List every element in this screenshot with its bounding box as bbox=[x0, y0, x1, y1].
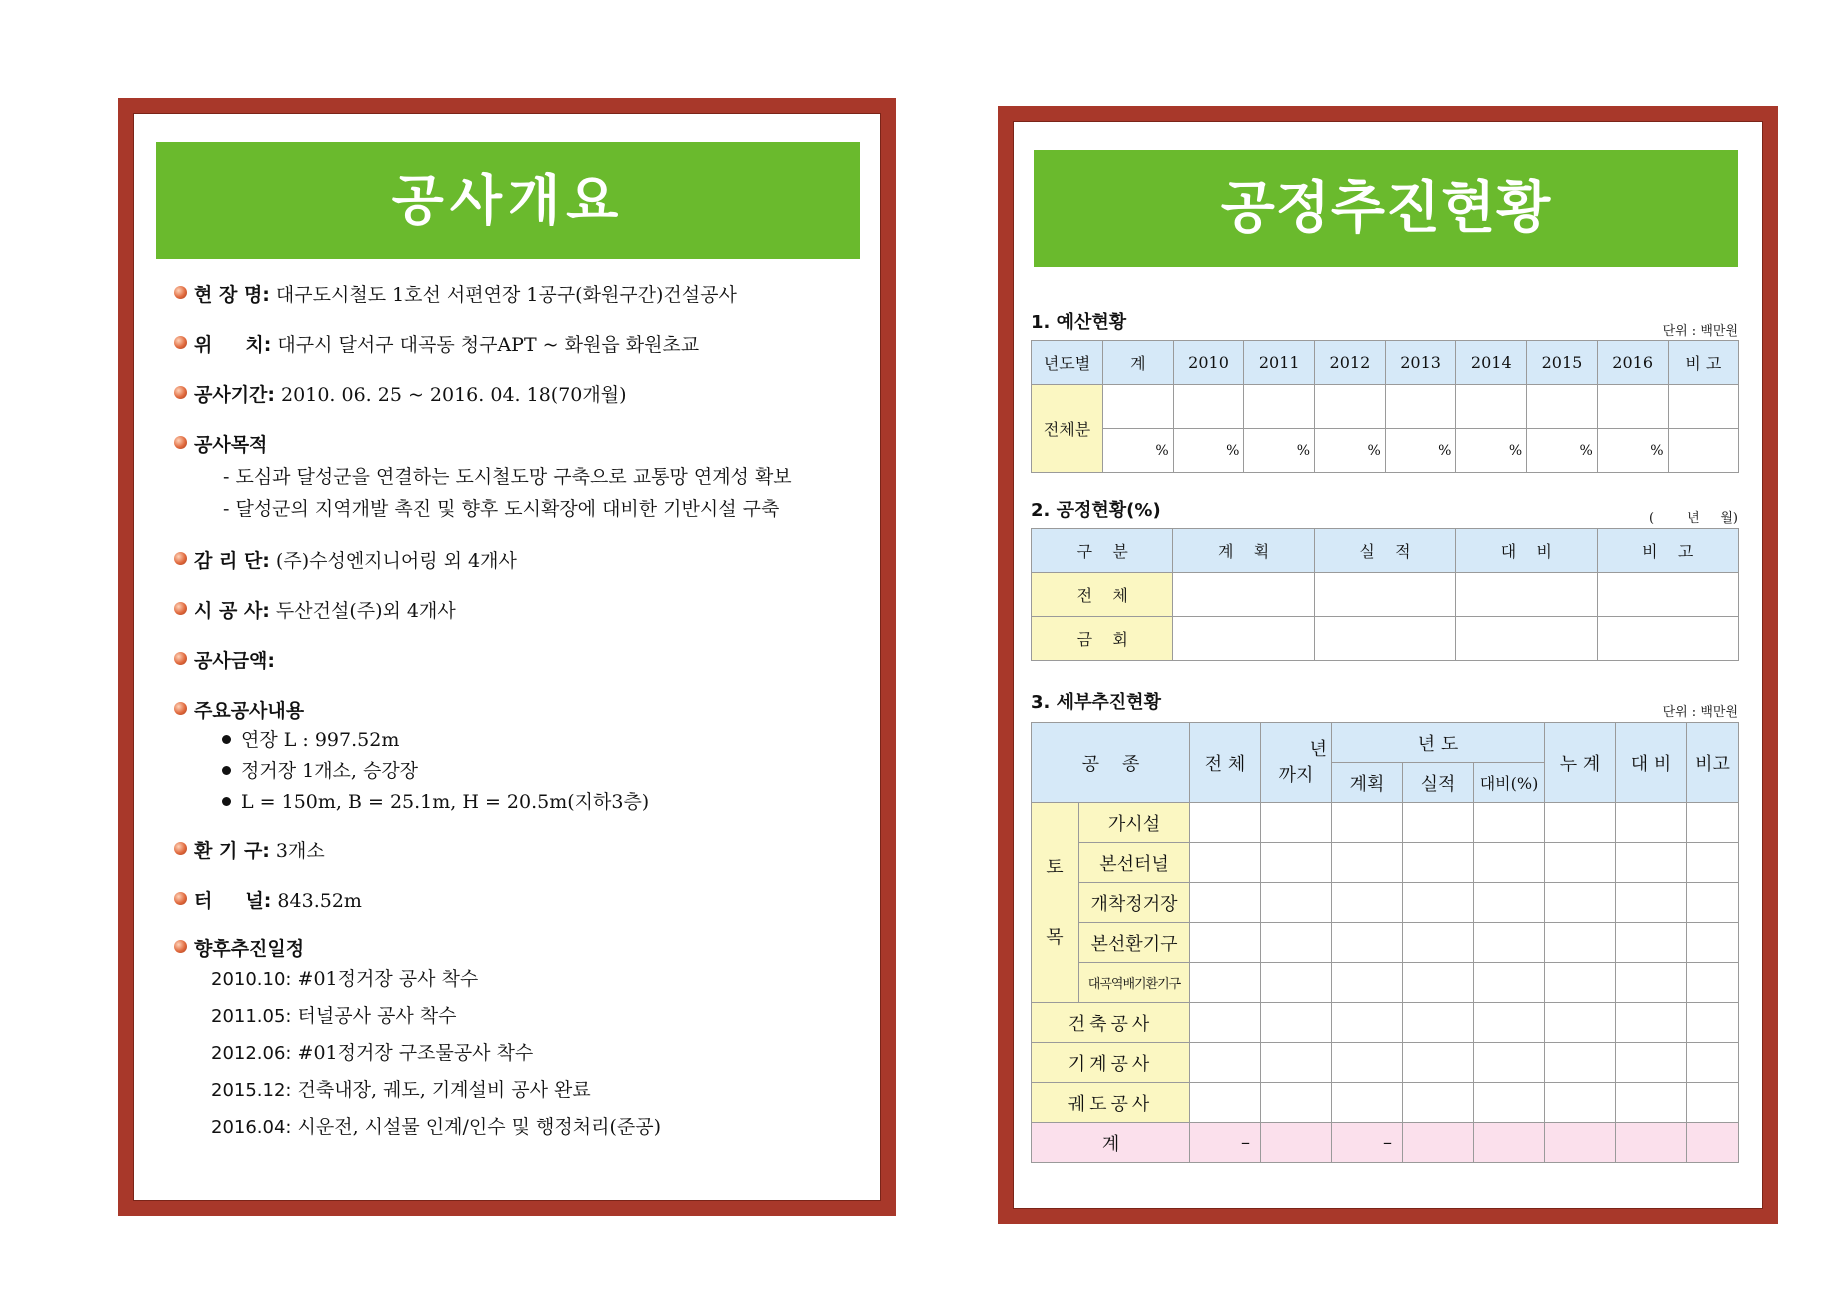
detail-sum-cell: – bbox=[1190, 1123, 1261, 1163]
purpose-line: - 도심과 달성군을 연결하는 도시철도망 구축으로 교통망 연계성 확보 bbox=[223, 466, 792, 488]
budget-pct-cell: % bbox=[1456, 429, 1527, 473]
detail-row bbox=[1032, 923, 1739, 963]
detail-sum-cell: – bbox=[1332, 1123, 1403, 1163]
budget-cell bbox=[1385, 385, 1456, 429]
budget-header-cell: 2014 bbox=[1456, 341, 1527, 385]
progress-header-cell: 대 비 bbox=[1456, 529, 1597, 573]
budget-header-cell: 2016 bbox=[1597, 341, 1668, 385]
detail-sum-cell bbox=[1687, 1123, 1739, 1163]
schedule-row: 2012.06: #01정거장 구조물공사 착수 bbox=[211, 1042, 534, 1064]
budget-unit: 단위 : 백만원 bbox=[1662, 324, 1738, 339]
bullet-icon bbox=[174, 892, 187, 905]
info-location: 위 치: 대구시 달서구 대곡동 청구APT ~ 화원읍 화원초교 bbox=[174, 330, 854, 357]
budget-cell bbox=[1103, 385, 1174, 429]
schedule-row: 2016.04: 시운전, 시설물 인계/인수 및 행정처리(준공) bbox=[211, 1116, 661, 1138]
info-vent: 환 기 구: 3개소 bbox=[174, 836, 854, 863]
detail-row bbox=[1032, 803, 1739, 843]
budget-cell bbox=[1668, 385, 1739, 429]
bullet-icon bbox=[174, 602, 187, 615]
budget-header-cell: 비 고 bbox=[1668, 341, 1739, 385]
bullet-icon bbox=[174, 702, 187, 715]
budget-header-cell: 년도별 bbox=[1032, 341, 1103, 385]
detail-row-label: 대곡역배기환기구 bbox=[1079, 963, 1190, 1003]
progress-row-label: 전 체 bbox=[1032, 573, 1173, 617]
bullet-icon bbox=[174, 940, 187, 953]
progress-header-cell: 실 적 bbox=[1314, 529, 1455, 573]
progress-header-cell: 구 분 bbox=[1032, 529, 1173, 573]
info-main-works: 주요공사내용 연장 L : 997.52m 정거장 1개소, 승강장 L = 150m, B = 25.1m, H = 20.5m(지하3층) bbox=[174, 696, 854, 818]
budget-row-label: 전체분 bbox=[1032, 385, 1103, 473]
info-period: 공사기간: 2010. 06. 25 ~ 2016. 04. 18(70개월) bbox=[174, 380, 854, 407]
budget-cell bbox=[1527, 385, 1598, 429]
detail-sum-row bbox=[1032, 1123, 1739, 1163]
progress-row bbox=[1032, 573, 1739, 617]
detail-sum-label: 계 bbox=[1032, 1123, 1190, 1163]
bullet-icon bbox=[174, 652, 187, 665]
detail-header-until: 년 까지 bbox=[1261, 723, 1332, 803]
detail-row-label: 본선터널 bbox=[1079, 843, 1190, 883]
detail-header-vs: 대 비 bbox=[1616, 723, 1687, 803]
info-amount: 공사금액: bbox=[174, 646, 854, 673]
info-tunnel: 터 널: 843.52m bbox=[174, 886, 854, 913]
budget-pct-cell: % bbox=[1244, 429, 1315, 473]
overview-panel bbox=[118, 98, 896, 1216]
bullet-icon bbox=[174, 286, 187, 299]
detail-header-row bbox=[1032, 723, 1739, 763]
detail-row-label: 궤도공사 bbox=[1032, 1083, 1190, 1123]
schedule-row: 2015.12: 건축내장, 궤도, 기계설비 공사 완료 bbox=[211, 1079, 591, 1101]
info-schedule: 향후추진일정 2010.10: #01정거장 공사 착수 2011.05: 터널공사 공사 착수 2012.06: #01정거장 구조물공사 착수 2015.12: 건축내장, 궤도, 기계설비 공사 완료 2016.04: 시운전, 시설물 인계/인수 및 행정처리(준공) bbox=[174, 934, 854, 1146]
progress-table bbox=[1031, 528, 1739, 661]
budget-cell bbox=[1668, 429, 1739, 473]
budget-pct-cell: % bbox=[1103, 429, 1174, 473]
progress-cell bbox=[1314, 617, 1455, 661]
detail-row-label: 기계공사 bbox=[1032, 1043, 1190, 1083]
progress-cell bbox=[1456, 573, 1597, 617]
budget-pct-cell: % bbox=[1527, 429, 1598, 473]
budget-header-row bbox=[1032, 341, 1739, 385]
progress-header-cell: 계 획 bbox=[1173, 529, 1314, 573]
detail-header-actual: 실적 bbox=[1403, 763, 1474, 803]
detail-header-plan: 계획 bbox=[1332, 763, 1403, 803]
purpose-line: - 달성군의 지역개발 촉진 및 향후 도시확장에 대비한 기반시설 구축 bbox=[223, 498, 780, 520]
detail-sum-cell bbox=[1616, 1123, 1687, 1163]
budget-amount-row bbox=[1032, 385, 1739, 429]
bullet-icon bbox=[174, 436, 187, 449]
budget-pct-cell: % bbox=[1315, 429, 1386, 473]
progress-panel bbox=[998, 106, 1778, 1224]
main-work-item: L = 150m, B = 25.1m, H = 20.5m(지하3층) bbox=[222, 787, 854, 818]
progress-cell bbox=[1314, 573, 1455, 617]
budget-header-cell: 2011 bbox=[1244, 341, 1315, 385]
detail-header-ratio: 대비(%) bbox=[1474, 763, 1545, 803]
budget-pct-row bbox=[1032, 429, 1739, 473]
progress-row bbox=[1032, 617, 1739, 661]
budget-cell bbox=[1173, 385, 1244, 429]
budget-title: 1. 예산현황 bbox=[1031, 312, 1127, 333]
detail-title: 3. 세부추진현황 bbox=[1031, 692, 1161, 713]
budget-pct-cell: % bbox=[1597, 429, 1668, 473]
detail-row-label: 본선환기구 bbox=[1079, 923, 1190, 963]
detail-group-civil: 토 목 bbox=[1032, 803, 1079, 1003]
bullet-icon bbox=[174, 336, 187, 349]
progress-row-label: 금 회 bbox=[1032, 617, 1173, 661]
detail-sum-cell bbox=[1545, 1123, 1616, 1163]
budget-cell bbox=[1315, 385, 1386, 429]
detail-row bbox=[1032, 1003, 1739, 1043]
detail-header-total: 전 체 bbox=[1190, 723, 1261, 803]
dot-icon bbox=[222, 766, 231, 775]
progress-cell bbox=[1597, 573, 1738, 617]
budget-cell bbox=[1244, 385, 1315, 429]
progress-header-cell: 비 고 bbox=[1597, 529, 1738, 573]
dot-icon bbox=[222, 797, 231, 806]
detail-row bbox=[1032, 883, 1739, 923]
detail-sum-cell bbox=[1474, 1123, 1545, 1163]
budget-pct-cell: % bbox=[1385, 429, 1456, 473]
schedule-row: 2010.10: #01정거장 공사 착수 bbox=[211, 968, 479, 990]
detail-header-cumulative: 누 계 bbox=[1545, 723, 1616, 803]
detail-header-kind: 공 종 bbox=[1032, 723, 1190, 803]
budget-header-cell: 계 bbox=[1103, 341, 1174, 385]
bullet-icon bbox=[174, 552, 187, 565]
progress-date-note: ( 년 월) bbox=[1649, 511, 1738, 526]
info-supervisor: 감 리 단: (주)수성엔지니어링 외 4개사 bbox=[174, 546, 854, 573]
progress-title: 공정추진현황 bbox=[1034, 150, 1738, 267]
progress-cell bbox=[1597, 617, 1738, 661]
progress-cell bbox=[1173, 573, 1314, 617]
detail-row bbox=[1032, 1043, 1739, 1083]
budget-header-cell: 2015 bbox=[1527, 341, 1598, 385]
progress-header-row bbox=[1032, 529, 1739, 573]
info-site-name: 현 장 명: 대구도시철도 1호선 서편연장 1공구(화원구간)건설공사 bbox=[174, 280, 854, 307]
purpose-lines bbox=[194, 461, 854, 525]
detail-row-label: 가시설 bbox=[1079, 803, 1190, 843]
budget-cell bbox=[1597, 385, 1668, 429]
detail-row bbox=[1032, 1083, 1739, 1123]
bullet-icon bbox=[174, 842, 187, 855]
main-work-item: 연장 L : 997.52m bbox=[222, 725, 854, 756]
detail-sum-cell bbox=[1261, 1123, 1332, 1163]
schedule-row: 2011.05: 터널공사 공사 착수 bbox=[211, 1005, 457, 1027]
detail-row-label: 개착정거장 bbox=[1079, 883, 1190, 923]
overview-title: 공사개요 bbox=[156, 142, 860, 259]
detail-table bbox=[1031, 722, 1739, 1163]
detail-header-note: 비고 bbox=[1687, 723, 1739, 803]
detail-row bbox=[1032, 963, 1739, 1003]
overview-info bbox=[174, 280, 854, 1146]
schedule-list bbox=[194, 961, 854, 1146]
budget-header-cell: 2010 bbox=[1173, 341, 1244, 385]
dot-icon bbox=[222, 735, 231, 744]
info-purpose: 공사목적 - 도심과 달성군을 연결하는 도시철도망 구축으로 교통망 연계성 확보 - 달성군의 지역개발 촉진 및 향후 도시확장에 대비한 기반시설 구축 bbox=[174, 430, 854, 525]
progress-section-title: 2. 공정현황(%) bbox=[1031, 500, 1161, 521]
bullet-icon bbox=[174, 386, 187, 399]
progress-cell bbox=[1173, 617, 1314, 661]
budget-cell bbox=[1456, 385, 1527, 429]
main-works-list bbox=[194, 725, 854, 818]
info-contractor: 시 공 사: 두산건설(주)외 4개사 bbox=[174, 596, 854, 623]
budget-header-cell: 2013 bbox=[1385, 341, 1456, 385]
budget-header-cell: 2012 bbox=[1315, 341, 1386, 385]
detail-unit: 단위 : 백만원 bbox=[1662, 705, 1738, 720]
main-work-item: 정거장 1개소, 승강장 bbox=[222, 756, 854, 787]
budget-pct-cell: % bbox=[1173, 429, 1244, 473]
detail-header-year: 년 도 bbox=[1332, 723, 1545, 763]
budget-table bbox=[1031, 340, 1739, 473]
progress-cell bbox=[1456, 617, 1597, 661]
detail-row bbox=[1032, 843, 1739, 883]
detail-row-label: 건축공사 bbox=[1032, 1003, 1190, 1043]
detail-sum-cell bbox=[1403, 1123, 1474, 1163]
